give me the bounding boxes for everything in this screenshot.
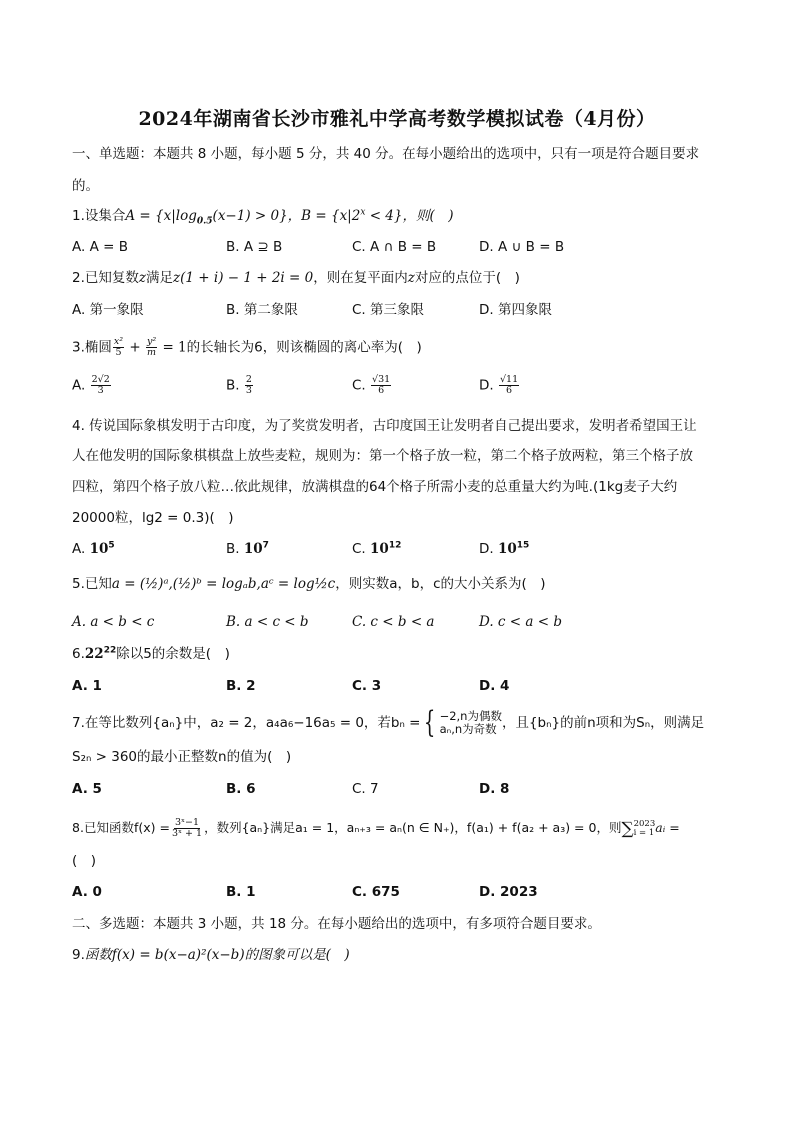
q7-piecewise: { −2,n为偶数 aₙ,n为奇数 [424, 705, 502, 740]
q1-setA: $A = \{x|\log_{0.5}(x-1) > 0\}$，$B = \{x|2^x < 4\}$，则( ) [125, 207, 454, 227]
q1-number: 1. [72, 208, 85, 224]
q4-option-d: D. $10^{15}$ [479, 540, 530, 557]
q3-option-d: D. $\frac{√11}{6}$ [479, 374, 519, 396]
q6-option-b: B. 2 [226, 678, 256, 694]
q5-option-d: D. c < a < b [479, 614, 562, 630]
q8-sum: ∑ 2023 i = 1 [621, 818, 656, 839]
q7-option-a: A. 5 [72, 781, 102, 797]
q5-number: 5. [72, 576, 85, 592]
q6-option-c: C. 3 [352, 678, 382, 694]
q1-option-b: B. A ⊇ B [226, 239, 283, 255]
q3-number: 3. [72, 339, 85, 356]
q3-frac-x: $\frac{\text{x²}}{5}$ [113, 336, 124, 358]
q1-option-d: D. A ∪ B = B [479, 239, 565, 255]
q3-option-c: C. $\frac{√31}{6}$ [352, 374, 391, 396]
q2-stem-post: ，则在复平面内 [313, 270, 408, 286]
q7-stem-post: ，且{bₙ}的前n项和为Sₙ，则满足 [501, 715, 705, 731]
question-5 [72, 574, 546, 594]
q2-option-b: B. 第二象限 [226, 302, 298, 318]
q1-option-a: A. A = B [72, 239, 128, 255]
section-2-desc: 本题共 3 小题，共 18 分。在每小题给出的选项中，有多项符合题目要求。 [153, 916, 601, 932]
q5-option-a: A. a < b < c [72, 614, 155, 630]
q2-equation: z(1 + i) − 1 + 2i = 0 [173, 270, 314, 286]
q7-line-2: S₂ₙ > 360的最小正整数n的值为( ) [72, 749, 292, 765]
section-2-header [72, 914, 601, 934]
q5-expression: a = (½)ᵃ,(½)ᵇ = logₐb,aᶜ = log½c [111, 576, 336, 592]
q9-number: 9. [72, 947, 85, 963]
q8-stem-post: aᵢ = [655, 820, 680, 835]
q6-exp: 22 [103, 645, 117, 656]
q1-option-c: C. A ∩ B = B [352, 239, 437, 255]
q8-line-2: ( ) [72, 853, 97, 869]
section-1-label: 一、单选题： [72, 146, 153, 162]
section-2-label: 二、多选题： [72, 916, 153, 932]
q5-stem-post: ，则实数a，b，c的大小关系为( ) [335, 576, 546, 592]
q4-option-b: B. $10^7$ [226, 540, 269, 557]
q4-option-c: C. $10^{12}$ [352, 540, 402, 557]
q3-option-a: A. $\frac{2√2}{3}$ [72, 374, 110, 396]
q6-option-d: D. 4 [479, 678, 510, 694]
q3-plus: + [125, 339, 145, 356]
q8-option-a: A. 0 [72, 884, 102, 900]
q2-number: 2. [72, 270, 85, 286]
q6-base: 22 [84, 646, 104, 662]
q6-stem: 除以5的余数是( ) [116, 646, 230, 662]
q2-var-z: z [138, 270, 147, 286]
q7-case-even: −2,n为偶数 [439, 709, 502, 723]
page-title: 2024年湖南省长沙市雅礼中学高考数学模拟试卷（4月份） [138, 108, 656, 130]
q7-option-d: D. 8 [479, 781, 510, 797]
q1-stem: 设集合 [84, 208, 126, 224]
question-1 [72, 206, 454, 226]
q8-frac: $\frac{\text{3ˣ−1}}{\text{3ˣ + 1}}$ [171, 817, 203, 839]
q8-option-c: C. 675 [352, 884, 400, 900]
question-9 [72, 945, 350, 965]
q6-number: 6. [72, 646, 85, 662]
question-2 [72, 268, 520, 288]
q4-line-3: 四粒，第四个格子放八粒…依此规律，放满棋盘的64个格子所需小麦的总重量大约为吨.(1kg麦子大约 [72, 479, 678, 495]
q3-option-b: B. $\frac{2}{3}$ [226, 374, 252, 396]
q8-option-d: D. 2023 [479, 884, 538, 900]
q2-var-z2: z [407, 270, 415, 286]
question-7 [72, 705, 705, 740]
q4-line-2: 人在他发明的国际象棋棋盘上放些麦粒，规则为：第一个格子放一粒，第二个格子放两粒，第三个格子放 [72, 448, 693, 464]
question-6 [72, 644, 230, 664]
q8-stem-mid: ，数列{aₙ}满足a₁ = 1，aₙ₊₃ = aₙ(n ∈ N₊)，f(a₁) + f(a₂ + a₃) = 0，则 [204, 820, 622, 835]
q7-option-b: B. 6 [226, 781, 256, 797]
q5-option-b: B. a < c < b [226, 614, 309, 630]
q2-stem-mid: 满足 [146, 270, 174, 286]
question-8 [72, 818, 680, 839]
section-1-desc-cont: 的。 [72, 178, 99, 194]
q7-number: 7. [72, 715, 85, 731]
q2-stem-end: 对应的点位于( ) [414, 270, 520, 286]
q5-stem-pre: 已知 [84, 576, 112, 592]
q8-stem-pre: 已知函数f(x) = [83, 820, 170, 835]
q4-line-1: 4. 传说国际象棋发明于古印度，为了奖赏发明者，古印度国王让发明者自己提出要求，发明者希望国王让 [72, 418, 697, 434]
q7-case-odd: aₙ,n为奇数 [439, 722, 497, 736]
section-1-desc: 本题共 8 小题，每小题 5 分，共 40 分。在每小题给出的选项中，只有一项是符合题目要求 [153, 146, 700, 162]
q2-option-d: D. 第四象限 [479, 302, 552, 318]
q9-stem: 函数f(x) = b(x−a)²(x−b)的图象可以是( ) [84, 947, 350, 963]
q3-frac-y: $\frac{\text{y²}}{m}$ [146, 336, 157, 358]
q2-stem-pre: 已知复数 [84, 270, 139, 286]
q3-eq: = 1 [158, 339, 187, 356]
q2-option-a: A. 第一象限 [72, 302, 144, 318]
q3-stem-post: 的长轴长为6，则该椭圆的离心率为( ) [186, 339, 422, 356]
section-1-header [72, 144, 699, 164]
q4-option-a: A. $10^5$ [72, 540, 115, 557]
q8-number: 8. [72, 820, 84, 835]
q7-stem-pre: 在等比数列{aₙ}中，a₂ = 2，a₄a₆−16a₅ = 0，若bₙ = [84, 715, 421, 731]
question-3 [72, 337, 422, 358]
q4-line-4: 20000粒，lg2 = 0.3)( ) [72, 510, 234, 526]
q3-stem-pre: 椭圆 [84, 339, 112, 356]
q5-option-c: C. c < b < a [352, 614, 435, 630]
q2-option-c: C. 第三象限 [352, 302, 425, 318]
q6-option-a: A. 1 [72, 678, 102, 694]
q7-option-c: C. 7 [352, 781, 379, 797]
q8-option-b: B. 1 [226, 884, 256, 900]
